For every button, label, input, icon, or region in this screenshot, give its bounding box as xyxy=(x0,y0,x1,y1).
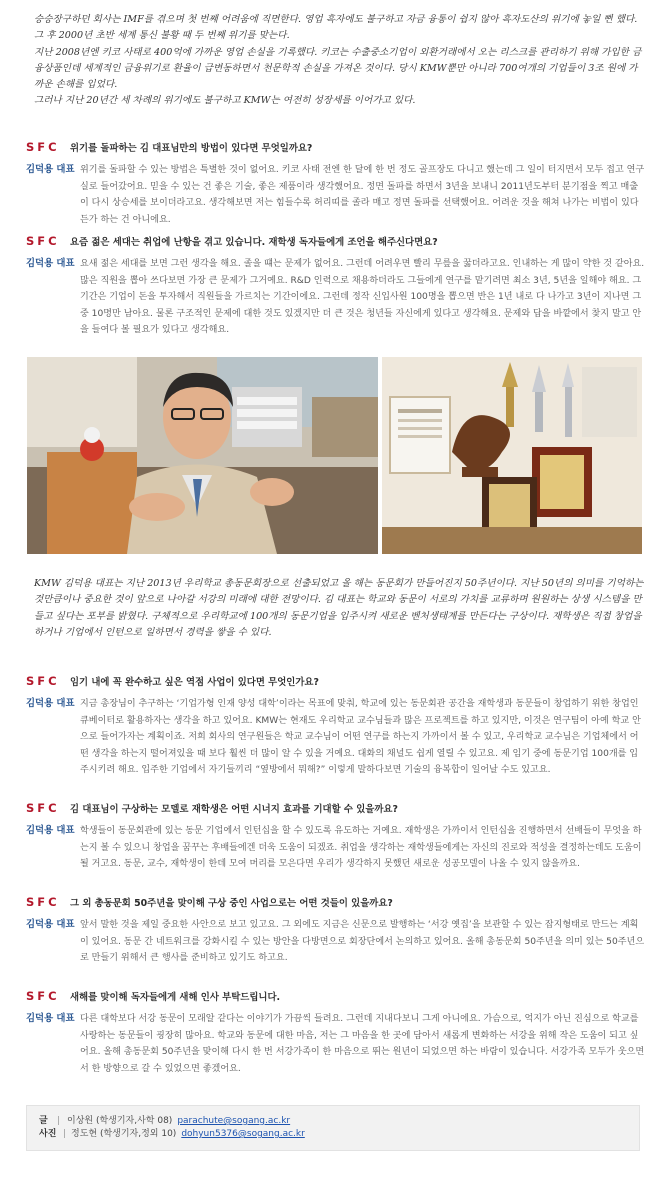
answer-text: 요새 젊은 세대를 보면 그런 생각을 해요. 졸을 떄는 문제가 없어요. 그런데 어려우면 빨리 무릎을 꿇더라고요. 인내하는 게 많이 약한 것 같아요. 많은 직원을 뽑아 쓰다보면 가장 큰 문제가 그거예요. R&D 인력으로 채용하더라도 그들에게 연구를 맡기려면 최소 3년, 5년을 일해야 해요. 그 기간은 기업이 돈을 투자해서 직원들을 가르치는 기간이에요. 그런데 정작 신입사원 100명을 뽑으면 반은 1년 내로 다 나가고 3년이 지나면 그 중 10명만 남아요. 물론 구조적인 문제에 대한 것도 있겠지만 더 큰 것은 청년들 자신에게 있다고 생각해요. 문제와 답을 바깥에서 찾지 말고 안을 들여다 볼 필요가 있다고 생각해요. xyxy=(80,259,645,335)
credit-separator: | xyxy=(57,1116,61,1126)
photo-strip xyxy=(27,357,642,554)
portrait-photo xyxy=(27,357,378,554)
speaker-name: 김덕용 대표 xyxy=(26,1013,75,1024)
credit-separator: | xyxy=(63,1129,67,1139)
intro-text xyxy=(34,12,646,110)
caption-text: KMW 김덕용 대표는 지난 2013년 우리학교 총동문회장으로 선출되었고 올 해는 동문회가 만들어진지 50주년이다. 지난 50년의 의미를 기억하는 것만큼이나 중요한 것이 앞으로 나아갈 서강의 미래에 대한 전망이다. 김 대표는 학교와 동문이 서로의 가치를 교류하며 원원하는 상생 시스템을 만들고 싶다는 포부를 밝혔다. 구체적으로 우리학교에 100개의 동문기업을 입주시켜 새로운 벤처생태계를 만든다는 구상이다. 재학생은 직접 창업을 하거나 기업에서 인턴으로 일하면서 경력을 쌓을 수 있다. xyxy=(34,578,644,639)
question-row xyxy=(26,139,646,155)
speaker-name: 김덕용 대표 xyxy=(26,919,75,930)
credits-box xyxy=(26,1105,640,1151)
qa-block xyxy=(26,800,646,873)
answer-row xyxy=(26,823,646,873)
awards-illustration xyxy=(382,357,642,554)
answer-text: 위기를 돌파할 수 있는 방법은 특별한 것이 없어요. 키코 사태 전엔 한 달에 한 번 정도 골프장도 다니고 했는데 그 일이 터지면서 모두 접고 연구실로 들어갔어요. 믿을 수 있는 건 좋은 기술, 좋은 제품이라 생각했어요. 정면 돌파를 하면서 3년을 보내니 2011년도부터 분기점을 찍고 매출이 다시 상승세를 보이더라고요. 생각해보면 저는 힘들수록 허리띠를 졸라 매고 정면 돌파를 선택했어요. 어려운 것을 해쳐 나가는 비법이 있다든가 하는 건 아니에요. xyxy=(80,165,645,225)
qa-block xyxy=(26,988,646,1077)
question-text: 그 외 총동문회 50주년을 맞이해 구상 중인 사업으로는 어떤 것들이 있을까요? xyxy=(70,898,393,909)
question-row xyxy=(26,233,646,249)
intro-paragraph: 승승장구하던 회사는 IMF를 겪으며 첫 번째 어려움에 직면한다. 영업 흑자에도 불구하고 자금 융통이 쉽지 않아 흑자도산의 위기에 놓일 뻔 했다. 그 후 2000년 초반 세계 통신 불황 때 두 번째 위기를 맞는다. xyxy=(34,14,638,42)
portrait-illustration xyxy=(27,357,378,554)
sfc-label: SFC xyxy=(26,234,60,248)
speaker-name: 김덕용 대표 xyxy=(26,825,75,836)
writer-email-link[interactable]: parachute@sogang.ac.kr xyxy=(177,1116,291,1126)
answer-text: 다른 대학보다 서강 동문이 모래알 같다는 이야기가 가끔씩 들려요. 그런데 지내다보니 그게 아니에요. 가슴으로, 억지가 아닌 진심으로 학교를 사랑하는 동문들이 굉장히 많아요. 학교와 동문에 대한 마음, 저는 그 마음을 한 곳에 담아서 새롭게 변화하는 서강을 위해 작은 도움이 되고 싶어요. 올해 총동문회 50주년을 맞이해 다시 한 번 서강가족이 한 마음으로 뛰는 원년이 되었으면 하는 바람이 있습니다. 서강가족 모두가 웃으면서 한 방향으로 갈 수 있었으면 좋겠어요. xyxy=(80,1014,645,1074)
photo-credit xyxy=(39,1128,639,1141)
photo-caption xyxy=(34,576,646,642)
answer-text: 학생들이 동문회관에 있는 동문 기업에서 인턴십을 할 수 있도록 유도하는 거예요. 재학생은 가까이서 인턴십을 진행하면서 선배들이 무엇을 하는지 볼 수 있으니 창업을 꿈꾸는 후배들에겐 더욱 도움이 되겠죠. 취업을 생각하는 재학생들에게는 자신의 진로와 적성을 결정하는데도 도움이 될 거고요. 동문, 교수, 재학생이 한데 모여 머리를 모은다면 우리가 생각하지 못했던 새로운 성공모델이 나올 수 있지 않을까요. xyxy=(80,826,642,869)
question-row xyxy=(26,894,646,910)
question-row xyxy=(26,673,646,689)
sfc-label: SFC xyxy=(26,140,60,154)
question-text: 김 대표님이 구상하는 모델로 재학생은 어떤 시너지 효과를 기대할 수 있을까요? xyxy=(70,804,398,815)
question-text: 요즘 젊은 세대는 취업에 난항을 겪고 있습니다. 재학생 독자들에게 조언을 해주신다면요? xyxy=(70,237,438,248)
answer-text: 지금 총장님이 추구하는 ‘기업가형 인재 양성 대학’이라는 목표에 맞춰, 학교에 있는 동문회관 공간을 재학생과 동문들이 창업하기 위한 창업인큐베이터로 활용하자는 생각을 하고 있어요. KMW는 현재도 우리학교 교수님들과 많은 프로젝트를 하고 있지만, 이것은 연구팀이 아예 학교 안으로 들어가자는 계획이죠. 저희 회사의 연구원들은 학교 교수님이 어떤 연구를 하는지 가까이서 볼 수 있고, 우리학교 교수님은 기업체에서 어떤 생각을 하는지 떨어져있을 때 보다 훨씬 더 많이 알 수 있을 거예요. 대화의 채널도 쉽게 열릴 수 있고요. 제 임기 중에 동문기업 100개를 입주시키려 해요. 입주한 기업에서 자기들끼리 “옆방에서 뭐해?” 이렇게 말하다보면 기술의 융복합이 일어날 수도 있고요. xyxy=(80,699,641,775)
question-row xyxy=(26,988,646,1004)
photographer-name: 정도현 (학생기자,정외 10) xyxy=(71,1129,177,1139)
intro-paragraph: 그러나 지난 20년간 세 차례의 위기에도 불구하고 KMW는 여전히 성장세를 이어가고 있다. xyxy=(34,95,416,107)
speaker-name: 김덕용 대표 xyxy=(26,164,75,175)
answer-text: 앞서 말한 것을 제일 중요한 사안으로 보고 있고요. 그 외에도 지금은 신문으로 발행하는 ‘서강 옛집’을 보관할 수 있는 잡지형태로 만드는 계획이 있어요. 동문 간 네트워크를 강화시킬 수 있는 방안을 다방면으로 회장단에서 논의하고 있어요. 올해 총동문회 50주년을 의미 있는 50주년으로 만들기 위해서 큰 행사를 준비하고 있기도 하고요. xyxy=(80,920,645,963)
question-text: 임기 내에 꼭 완수하고 싶은 역점 사업이 있다면 무엇인가요? xyxy=(70,677,319,688)
qa-block xyxy=(26,894,646,967)
answer-row xyxy=(26,162,646,228)
answer-row xyxy=(26,917,646,967)
sfc-label: SFC xyxy=(26,801,60,815)
photographer-email-link[interactable]: dohyun5376@sogang.ac.kr xyxy=(181,1129,305,1139)
writer-label: 글 xyxy=(39,1116,48,1126)
awards-photo xyxy=(382,357,642,554)
question-text: 위기를 돌파하는 김 대표님만의 방법이 있다면 무엇일까요? xyxy=(70,143,313,154)
answer-row xyxy=(26,696,646,779)
question-text: 새해를 맞이해 독자들에게 새해 인사 부탁드립니다. xyxy=(70,992,281,1003)
speaker-name: 김덕용 대표 xyxy=(26,698,75,709)
speaker-name: 김덕용 대표 xyxy=(26,258,75,269)
sfc-label: SFC xyxy=(26,895,60,909)
sfc-label: SFC xyxy=(26,989,60,1003)
writer-name: 이상원 (학생기자,사학 08) xyxy=(67,1116,173,1126)
qa-block xyxy=(26,139,646,228)
sfc-label: SFC xyxy=(26,674,60,688)
photo-label: 사진 xyxy=(39,1129,57,1139)
qa-block xyxy=(26,673,646,779)
answer-row xyxy=(26,1011,646,1077)
question-row xyxy=(26,800,646,816)
intro-paragraph: 지난 2008년엔 키코 사태로 400억에 가까운 영업 손실을 기록했다. 키코는 수출중소기업이 외환거래에서 오는 리스크를 관리하기 위해 가입한 금융상품인데 세계적인 금융위기로 환율이 급변동하면서 천문학적 손실을 가져온 것이다. 당시 KMW뿐만 아니라 700여개의 기업들이 3조 원에 가까운 손해를 입었다. xyxy=(34,46,642,91)
qa-block xyxy=(26,233,646,339)
answer-row xyxy=(26,256,646,339)
writer-credit xyxy=(39,1115,639,1128)
